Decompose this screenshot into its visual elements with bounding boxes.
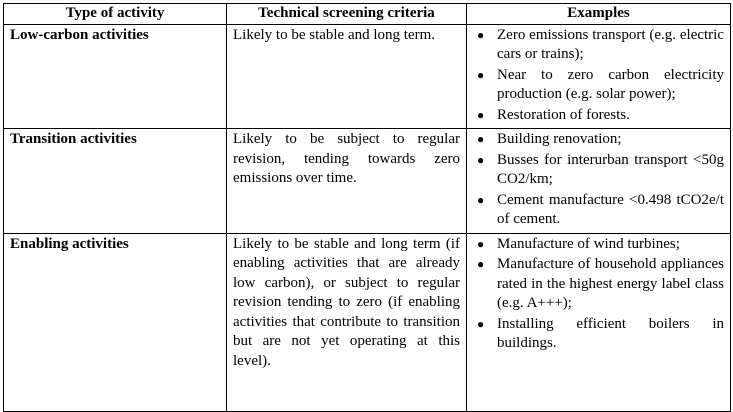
bullet-icon: ● [477,67,485,82]
table-header-row [4,4,731,25]
examples-cell [467,129,731,234]
example-text: Building renovation; [497,131,622,147]
example-text: Zero emissions transport (e.g. electric cars or trains); [497,26,724,62]
example-text: Manufacture of household appliances rated in the highest energy label class (e.g. A+++); [497,256,724,311]
activity-type-cell: Low-carbon activities [4,24,227,129]
criteria-cell: Likely to be stable and long term (if enabling activities that are already low carbon), or subject to regular revision tending to zero (if enabling activities that contribute to transition but are not yet operating at this level). [227,233,467,411]
example-text: Manufacture of wind turbines; [497,235,680,252]
example-text: Busses for interurban transport <50g CO2/km; [497,151,724,187]
activity-type-cell: Transition activities [4,129,227,234]
table-row [4,233,731,411]
bullet-icon: ● [477,107,485,122]
activity-criteria-table [3,3,731,412]
examples-cell [467,24,731,129]
list-item [471,130,724,150]
list-item [471,315,724,354]
header-type-of-activity: Type of activity [4,4,227,25]
example-text: Near to zero carbon electricity production (e.g. solar power); [497,66,724,102]
example-text: Restoration of forests. [497,106,630,123]
bullet-icon: ● [477,257,485,271]
bullet-icon: ● [477,236,485,251]
bullet-icon: ● [477,132,485,146]
example-text: Cement manufacture <0.498 tCO2e/t of cement. [497,191,724,227]
list-item [471,106,724,126]
criteria-cell: Likely to be stable and long term. [227,24,467,129]
example-text: Installing efficient boilers in buildings. [497,315,724,351]
bullet-icon: ● [477,27,485,42]
bullet-icon: ● [477,316,485,331]
header-examples: Examples [467,4,731,25]
bullet-icon: ● [477,152,485,167]
criteria-cell: Likely to be subject to regular revision, tending towards zero emissions over time. [227,129,467,234]
list-item [471,26,724,65]
list-item [471,255,724,314]
table-row [4,24,731,129]
bullet-icon: ● [477,192,485,207]
examples-list [471,130,724,230]
examples-cell [467,233,731,411]
list-item [471,66,724,105]
list-item [471,151,724,190]
activity-type-cell: Enabling activities [4,233,227,411]
list-item [471,235,724,255]
header-technical-screening-criteria: Technical screening criteria [227,4,467,25]
examples-list [471,235,724,354]
list-item [471,191,724,230]
table-row [4,129,731,234]
examples-list [471,26,724,126]
